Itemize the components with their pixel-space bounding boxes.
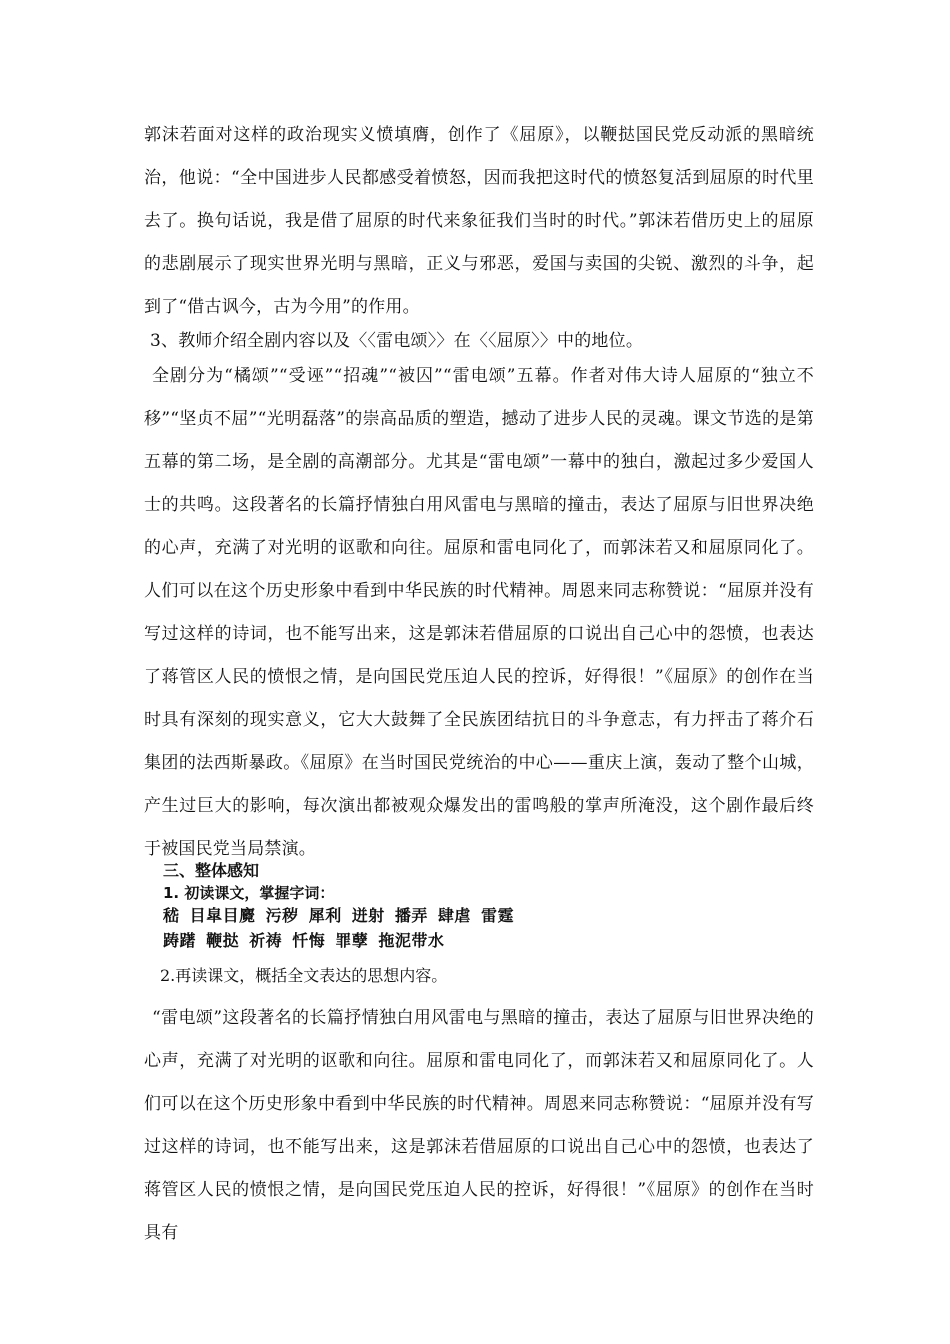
vocabulary-line-1: 嵇 目皐目麑 污秽 犀利 迸射 播弄 肆虐 雷霆 — [163, 906, 514, 925]
paragraph-guo-moruo-creation: 郭沫若面对这样的政治现实义愤填膺，创作了《屈原》，以鞭挞国民党反动派的黑暗统治，他说：“全中国进步人民都感受着愤怒，因而我把这时代的愤怒复活到屈原的时代里去了。换句话说，我是借了屈原的时代来象征我们当时的时代。”郭沫若借历史上的屈原的悲剧展示了现实世界光明与黑暗，正义与邪恶，爱国与卖国的尖锐、激烈的斗争，起到了“借古讽今，古为今用”的作用。 — [144, 125, 814, 317]
paragraph-thunder-ode-summary: “雷电颂”这段著名的长篇抒情独白用风雷电与黑暗的撞击，表达了屈原与旧世界决绝的心声，充满了对光明的讴歌和向往。屈原和雷电同化了，而郭沫若又和屈原同化了。人们可以在这个历史形象中看到中华民族的时代精神。周恩来同志称赞说：“屈原并没有写过这样的诗词，也不能写出来，这是郭沫若借屈原的口说出自己心中的怨愤，也表达了蒋管区人民的愤恨之情，是向国民党压迫人民的控诉，好得很！”《屈原》的创作在当时具有 — [144, 1008, 814, 1243]
section-heading-overall-perception: 三、整体感知 — [163, 861, 260, 880]
task-2-summarize: 2.再读课文，概括全文表达的思想内容。 — [160, 966, 448, 985]
task-1-read-vocabulary: 1. 初读课文，掌握字词： — [163, 884, 335, 902]
paragraph-play-summary: 全剧分为“橘颂”“受诬”“招魂”“被囚”“雷电颂”五幕。作者对伟大诗人屈原的“独立不移”“坚贞不屈”“光明磊落”的崇高品质的塑造，撼动了进步人民的灵魂。课文节选的是第五幕的第二场，是全剧的高潮部分。尤其是“雷电颂”一幕中的独白，激起过多少爱国人士的共鸣。这段著名的长篇抒情独白用风雷电与黑暗的撞击，表达了屈原与旧世界决绝的心声，充满了对光明的讴歌和向往。屈原和雷电同化了，而郭沫若又和屈原同化了。人们可以在这个历史形象中看到中华民族的时代精神。周恩来同志称赞说：“屈原并没有写过这样的诗词，也不能写出来，这是郭沫若借屈原的口说出自己心中的怨愤，也表达了蒋管区人民的愤恨之情，是向国民党压迫人民的控诉，好得很！”《屈原》的创作在当时具有深刻的现实意义，它大大鼓舞了全民族团结抗日的斗争意志，有力抨击了蒋介石集团的法西斯暴政。《屈原》在当时国民党统治的中心——重庆上演，轰动了整个山城，产生过巨大的影响，每次演出都被观众爆发出的雷鸣般的掌声所淹没，这个剧作最后终于被国民党当局禁演。 — [144, 366, 814, 859]
list-item-3-teacher-intro: 3、教师介绍全剧内容以及〈〈雷电颂〉〉在〈〈屈原〉〉中的地位。 — [150, 331, 644, 351]
vocabulary-line-2: 踌躇 鞭挞 祈祷 忏悔 罪孽 拖泥带水 — [163, 931, 445, 950]
